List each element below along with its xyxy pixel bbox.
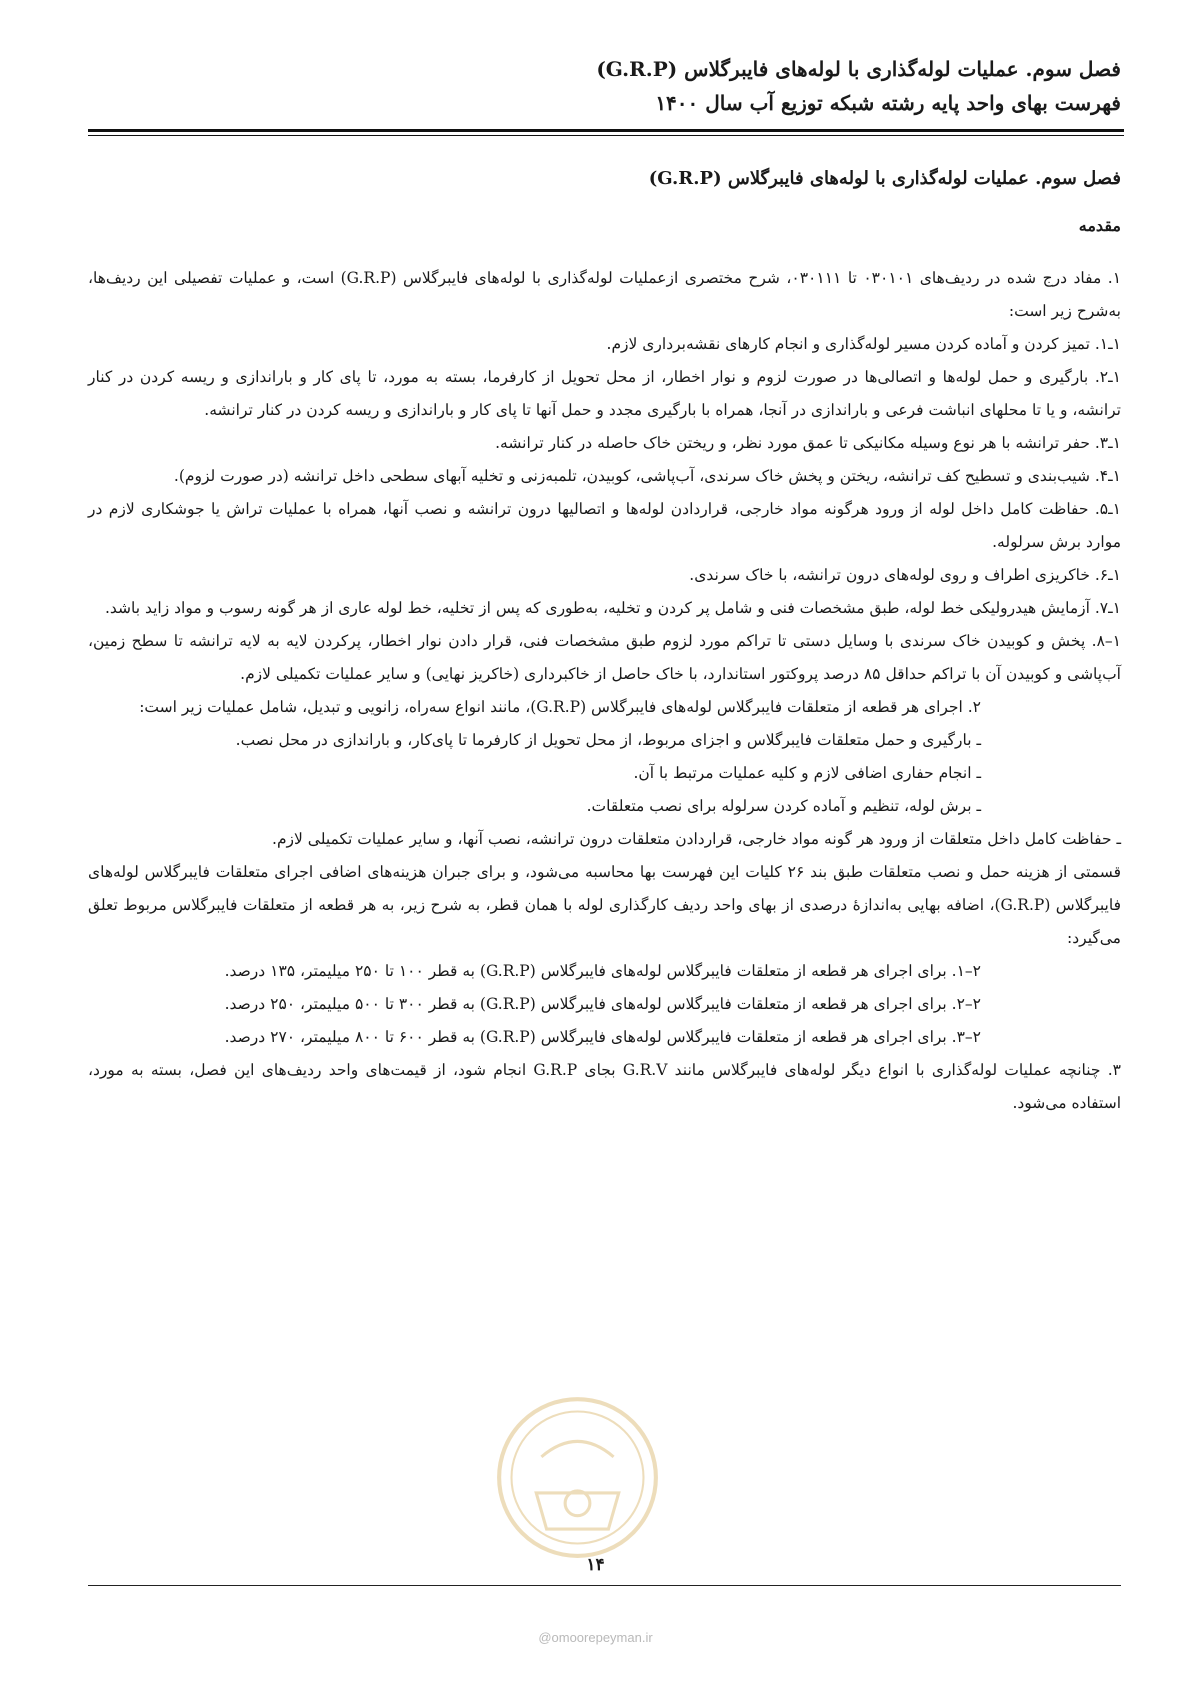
item-1-8: ۱–۸. پخش و کوبیدن خاک سرندی با وسایل دستی تا تراکم مورد لزوم طبق مشخصات فنی، قرار دادن نوار اخطار، پرکردن لایه به لایه ترانشه تا سطح زمین، آب‌پاشی و کوبیدن آن با تراکم حداقل ۸۵ درصد پروکتور استاندارد، با خاک حاصل از خاکبرداری (خاکریز نهایی) و سایر عملیات تکمیلی لازم. — [88, 632, 1121, 683]
page-header — [70, 52, 1121, 120]
item-1: ۱. مفاد درج شده در ردیف‌های ۰۳۰۱۰۱ تا ۰۳۰۱۱۱، شرح مختصری ازعملیات لوله‌گذاری با لوله‌های فایبرگلاس (G.R.P) است، و عملیات تفصیلی این ردیف‌ها، به‌شرح زیر است: — [88, 269, 1122, 320]
item-1-2: ۱ـ۲. بارگیری و حمل لوله‌ها و اتصالی‌ها در صورت لزوم و نوار اخطار، از محل تحویل از کارفرما، بسته به مورد، تا پای کار و باراندازی و ریسه کردن در کنار ترانشه، و یا تا محلهای انباشت فرعی و باراندازی در آنجا، همراه با بارگیری مجدد و حمل آنها تا پای کار و باراندازی و ریسه کردن در کنار ترانشه. — [88, 368, 1121, 419]
item-1-6: ۱ـ۶. خاکریزی اطراف و روی لوله‌های درون ترانشه، با خاک سرندی. — [689, 566, 1121, 584]
section-title: فصل سوم. عملیات لوله‌گذاری با لوله‌های فایبرگلاس (G.R.P) — [648, 168, 1121, 189]
watermark-seal — [495, 1395, 660, 1560]
item-1-3: ۱ـ۳. حفر ترانشه با هر نوع وسیله مکانیکی تا عمق مورد نظر، و ریختن خاک حاصله در کنار ترانشه. — [495, 434, 1121, 452]
item-1-4: ۱ـ۴. شیب‌بندی و تسطیح کف ترانشه، ریختن و پخش خاک سرندی، آب‌پاشی، کوبیدن، تلمبه‌زنی و تخلیه آبهای سطحی داخل ترانشه (در صورت لزوم). — [173, 467, 1121, 485]
bullet-item: ـ بارگیری و حمل متعلقات فایبرگلاس و اجزای مربوط، از محل تحویل از کارفرما تا پای‌کار، و باراندازی در محل نصب. — [235, 731, 981, 749]
cost-paragraph: قسمتی از هزینه حمل و نصب متعلقات طبق بند ۲۶ کلیات این فهرست بها محاسبه می‌شود، و برای جبران هزینه‌های اضافی اجرای متعلقات فایبرگلاس لوله‌های فایبرگلاس (G.R.P)، اضافه بهایی به‌اندازهٔ درصدی از بهای واحد ردیف کارگذاری لوله با همان قطر، به شرح زیر، به هر قطعه از متعلقات فایبرگلاس مربوط تعلق می‌گیرد: — [88, 863, 1122, 947]
item-2-3: ۲–۳. برای اجرای هر قطعه از متعلقات فایبرگلاس لوله‌های فایبرگلاس (G.R.P) به قطر ۶۰۰ تا ۸۰۰ میلیمتر، ۲۷۰ درصد. — [224, 1028, 981, 1046]
item-3: ۳. چنانچه عملیات لوله‌گذاری با انواع دیگر لوله‌های فایبرگلاس مانند G.R.V بجای G.R.P انجام شود، از قیمت‌های واحد ردیف‌های این فصل، بسته به مورد، استفاده می‌شود. — [88, 1061, 1121, 1112]
header-price-list-title: فهرست بهای واحد پایه رشته شبکه توزیع آب سال ۱۴۰۰ — [655, 91, 1121, 115]
header-rule-thin — [88, 135, 1124, 136]
bullet-item: ـ برش لوله، تنظیم و آماده کردن سرلوله برای نصب متعلقات. — [586, 797, 981, 815]
item-1-1: ۱ـ۱. تمیز کردن و آماده کردن مسیر لوله‌گذاری و انجام کارهای نقشه‌برداری لازم. — [606, 335, 1121, 353]
header-rule-thick — [88, 129, 1124, 132]
page-body — [88, 158, 1121, 1120]
item-1-7: ۱ـ۷. آزمایش هیدرولیکی خط لوله، طبق مشخصات فنی و شامل پر کردن و تخلیه، به‌طوری که پس از تخلیه، خط لوله عاری از هر گونه رسوب و مواد زاید باشد. — [104, 599, 1121, 617]
item-2-1: ۲–۱. برای اجرای هر قطعه از متعلقات فایبرگلاس لوله‌های فایبرگلاس (G.R.P) به قطر ۱۰۰ تا ۲۵۰ میلیمتر، ۱۳۵ درصد. — [224, 962, 981, 980]
item-2: ۲. اجرای هر قطعه از متعلقات فایبرگلاس لوله‌های فایبرگلاس (G.R.P)، مانند انواع سه‌راه، زانویی و تبدیل، شامل عملیات زیر است: — [139, 698, 981, 716]
bullet-item: ـ انجام حفاری اضافی لازم و کلیه عملیات مرتبط با آن. — [633, 764, 981, 782]
intro-heading: مقدمه — [1078, 216, 1121, 235]
item-2-2: ۲–۲. برای اجرای هر قطعه از متعلقات فایبرگلاس لوله‌های فایبرگلاس (G.R.P) به قطر ۳۰۰ تا ۵۰۰ میلیمتر، ۲۵۰ درصد. — [224, 995, 981, 1013]
header-chapter-title: فصل سوم. عملیات لوله‌گذاری با لوله‌های فایبرگلاس (G.R.P) — [596, 57, 1121, 81]
item-1-5: ۱ـ۵. حفاظت کامل داخل لوله از ورود هرگونه مواد خارجی، قراردادن لوله‌ها و اتصالیها درون ترانشه و نصب آنها، همراه با عملیات تراش یا جوشکاری لازم در موارد برش سرلوله. — [88, 500, 1121, 551]
page-number: ۱۴ — [586, 1555, 605, 1575]
footer-website: @omoorepeyman.ir — [538, 1630, 653, 1645]
footer-rule — [88, 1585, 1121, 1586]
bullet-item: ـ حفاظت کامل داخل متعلقات از ورود هر گونه مواد خارجی، قراردادن متعلقات درون ترانشه، نصب آنها، و سایر عملیات تکمیلی لازم. — [272, 830, 1121, 848]
